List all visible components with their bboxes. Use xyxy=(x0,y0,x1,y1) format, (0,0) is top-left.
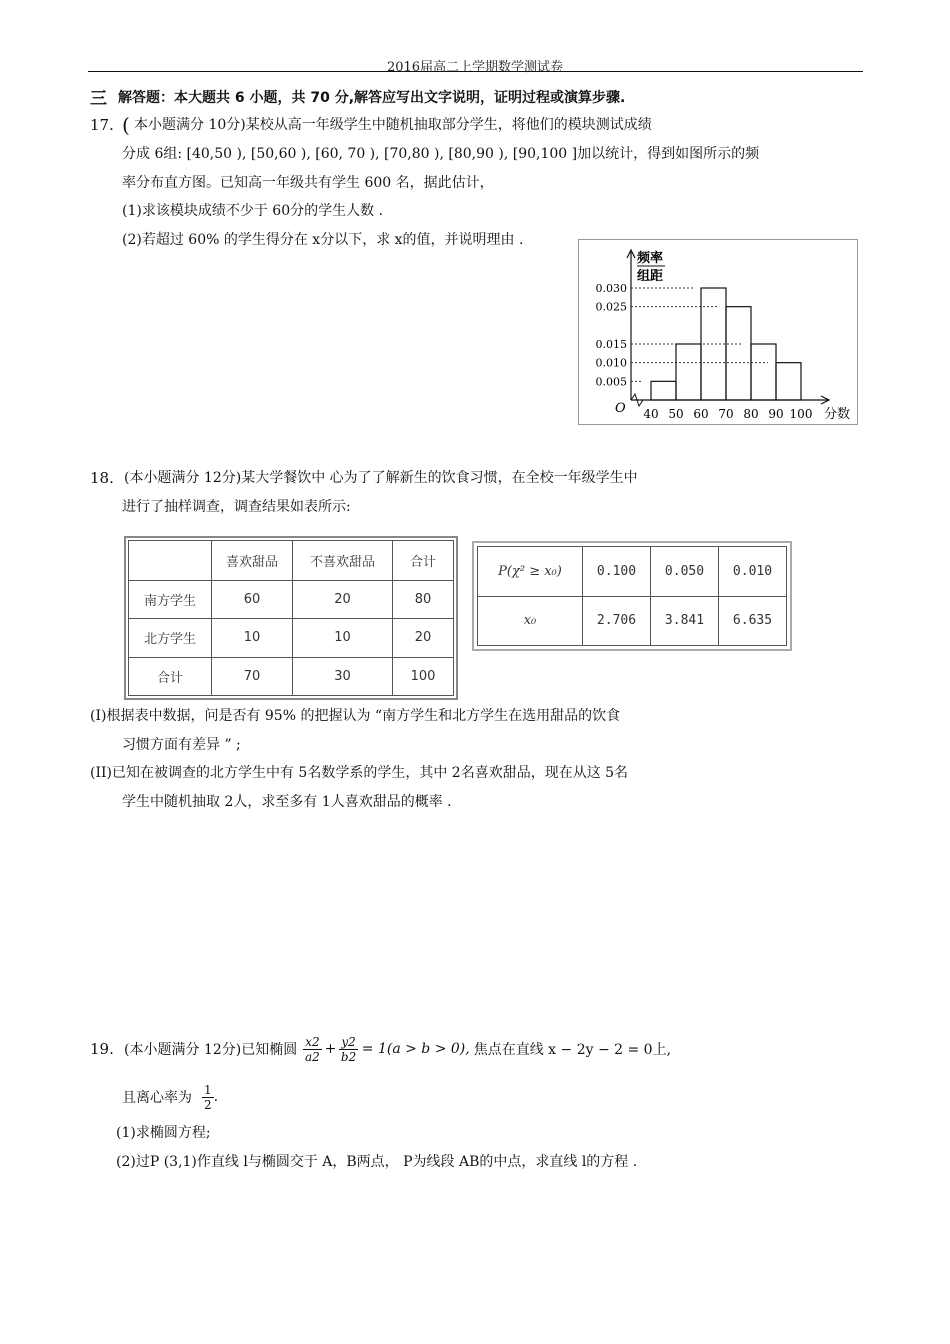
histogram-bar xyxy=(726,307,751,400)
table-cell: P(χ² ≥ x₀) xyxy=(478,547,583,597)
table-cell: 20 xyxy=(393,619,454,657)
table-cell: x₀ xyxy=(478,596,583,646)
table-row xyxy=(478,547,787,597)
page-header: 2016届高二上学期数学测试卷 xyxy=(386,60,564,75)
histogram-chart xyxy=(579,240,857,424)
table-cell: 南方学生 xyxy=(129,581,212,619)
frac-denominator: 2 xyxy=(204,1097,212,1112)
table-row xyxy=(129,581,454,619)
q17-line2: 分成 6组: [40,50 ), [50,60 ), [60, 70 ), [70,80 ), [80,90 ), [90,100 ]加以统计，得到如图所示的频 xyxy=(122,146,760,162)
y-axis-label-top: 频率 xyxy=(637,251,664,266)
table-cell: 0.050 xyxy=(651,547,719,597)
plus-sign: + xyxy=(324,1041,337,1057)
q19-part2: (2)过P (3,1)作直线 l与椭圆交于 A，B两点， P为线段 AB的中点，求直线 l的方程 . xyxy=(116,1154,638,1170)
ellipse-frac-y xyxy=(339,1035,357,1064)
q18-line2: 进行了抽样调查，调查结果如表所示: xyxy=(122,499,351,515)
q18-part1-line1: (I)根据表中数据，问是否有 95% 的把握认为 “南方学生和北方学生在选用甜品的饮食 xyxy=(90,708,621,724)
frac-numerator: y2 xyxy=(341,1034,356,1049)
q19-number: 19. xyxy=(90,1040,114,1058)
table-cell: 6.635 xyxy=(719,596,787,646)
q17-line1: 本小题满分 10分)某校从高一年级学生中随机抽取部分学生，将他们的模块测试成绩 xyxy=(134,117,652,133)
table-cell: 20 xyxy=(292,581,392,619)
y-axis-label-bottom: 组距 xyxy=(637,269,664,284)
histogram-bar xyxy=(776,363,801,400)
table-cell: 10 xyxy=(212,619,293,657)
chi-square-table-frame xyxy=(472,541,792,651)
section-number: 三 xyxy=(90,89,107,109)
x-axis-label: 分数 xyxy=(823,407,851,422)
table-cell: 0.010 xyxy=(719,547,787,597)
histogram-frame xyxy=(578,239,858,425)
table-row xyxy=(478,596,787,646)
q18-line1: (本小题满分 12分)某大学餐饮中 心为了了解新生的饮食习惯，在全校一年级学生中 xyxy=(124,470,638,486)
q17-part1: (1)求该模块成绩不少于 60分的学生人数 . xyxy=(122,203,383,219)
x-tick-label: 70 xyxy=(718,407,734,421)
q19-prefix: (本小题满分 12分)已知椭圆 xyxy=(124,1042,298,1058)
q19-line1 xyxy=(124,1024,671,1074)
table-header-cell: 喜欢甜品 xyxy=(212,541,293,581)
eccentricity-fraction xyxy=(202,1083,214,1112)
table-cell: 合计 xyxy=(129,657,212,695)
origin-label: O xyxy=(615,401,626,416)
y-tick-label: 0.015 xyxy=(595,338,627,351)
table-header-cell: 合计 xyxy=(393,541,454,581)
table-cell: 30 xyxy=(292,657,392,695)
frac-numerator: x2 xyxy=(305,1034,320,1049)
period: . xyxy=(213,1089,219,1105)
histogram-bar xyxy=(676,344,701,400)
ellipse-condition: = 1(a > b > 0), xyxy=(361,1041,470,1057)
y-tick-label: 0.030 xyxy=(595,282,627,295)
y-tick-label: 0.010 xyxy=(595,356,627,370)
q18-part2-line1: (II)已知在被调查的北方学生中有 5名数学系的学生，其中 2名喜欢甜品，现在从这 5名 xyxy=(90,765,629,781)
table-header-cell xyxy=(129,541,212,581)
frac-denominator: a2 xyxy=(305,1049,320,1064)
q18-part1-line2: 习惯方面有差异 ” ; xyxy=(122,737,241,753)
table-header-cell: 不喜欢甜品 xyxy=(292,541,392,581)
x-tick-label: 80 xyxy=(743,407,759,421)
chi-square-table xyxy=(477,546,787,646)
x-tick-label: 40 xyxy=(643,407,659,421)
q19-eccentricity-label: 且离心率为 xyxy=(122,1090,192,1106)
histogram-bar xyxy=(751,344,776,400)
table-cell: 0.100 xyxy=(583,547,651,597)
table-cell: 3.841 xyxy=(651,596,719,646)
ellipse-frac-x xyxy=(303,1035,321,1064)
x-tick-label: 90 xyxy=(768,407,784,421)
histogram-bar xyxy=(651,381,676,400)
q17-number: 17. xyxy=(90,116,114,134)
y-tick-label: 0.025 xyxy=(595,300,627,314)
x-tick-label: 100 xyxy=(789,407,813,421)
q19-focus-line: 焦点在直线 x − 2y − 2 = 0上, xyxy=(473,1042,672,1058)
table-cell: 北方学生 xyxy=(129,619,212,657)
table-cell: 70 xyxy=(212,657,293,695)
q18-number: 18. xyxy=(90,469,114,487)
table-row xyxy=(129,619,454,657)
y-tick-label: 0.005 xyxy=(595,375,627,389)
section-title: 解答题：本大题共 6 小题，共 70 分,解答应写出文字说明，证明过程或演算步骤. xyxy=(118,90,626,106)
table-cell: 10 xyxy=(292,619,392,657)
q17-line3: 率分布直方图。已知高一年级共有学生 600 名，据此估计， xyxy=(122,175,494,191)
q17-part2: (2)若超过 60% 的学生得分在 x分以下，求 x的值，并说明理由 . xyxy=(122,232,524,248)
table-row xyxy=(129,657,454,695)
table-cell: 60 xyxy=(212,581,293,619)
x-tick-label: 50 xyxy=(668,407,684,421)
x-tick-label: 60 xyxy=(693,407,709,421)
q19-part1: (1)求椭圆方程; xyxy=(116,1125,211,1141)
table-cell: 2.706 xyxy=(583,596,651,646)
diet-survey-table xyxy=(128,540,454,696)
q17-open-paren: ( xyxy=(122,113,130,137)
q19-line2 xyxy=(122,1075,218,1119)
table-cell: 80 xyxy=(393,581,454,619)
frac-denominator: b2 xyxy=(340,1049,357,1064)
frac-numerator: 1 xyxy=(204,1082,212,1097)
q18-part2-line2: 学生中随机抽取 2人，求至多有 1人喜欢甜品的概率 . xyxy=(122,794,452,810)
diet-survey-table-frame xyxy=(124,536,458,700)
table-cell: 100 xyxy=(393,657,454,695)
header-rule xyxy=(88,71,863,72)
